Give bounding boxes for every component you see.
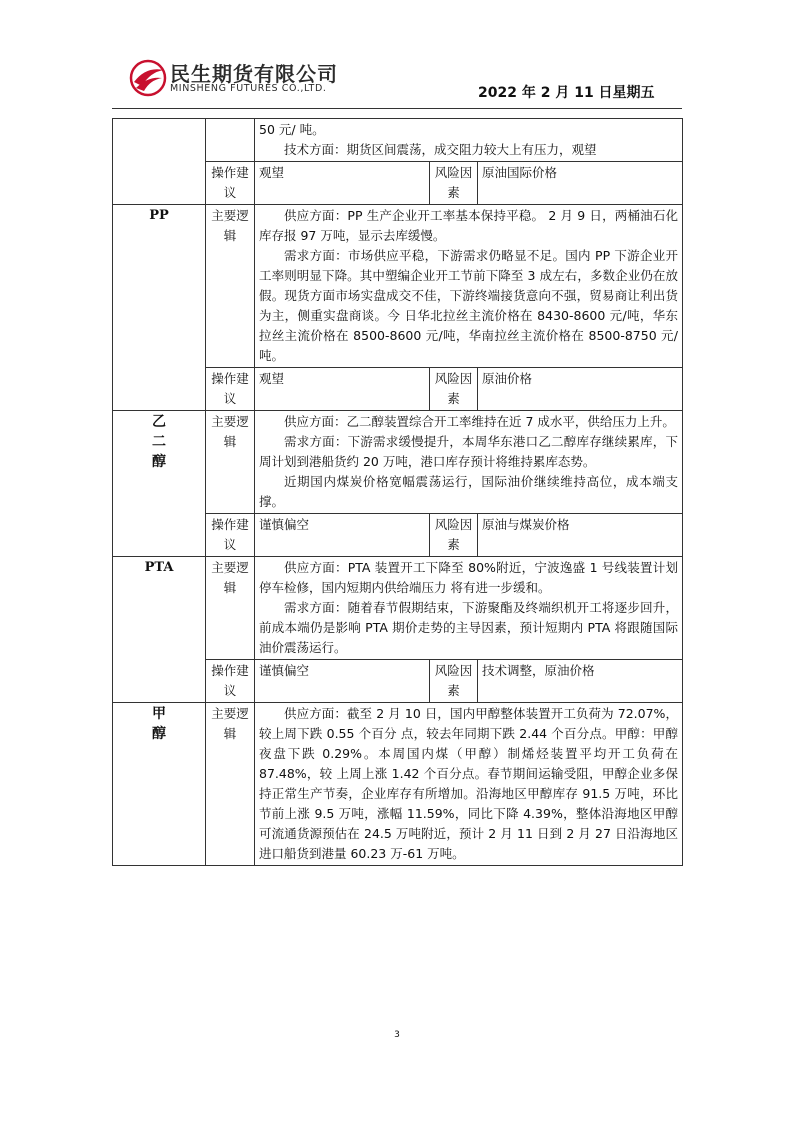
commodity-analysis-table	[112, 118, 683, 866]
logic-paragraph: 供应方面：PP 生产企业开工率基本保持平稳。 2 月 9 日，两桶油石化库存报 97 万吨，显示去库缓慢。	[259, 208, 679, 243]
risk-value: 原油价格	[478, 368, 683, 411]
operation-label: 操作建议	[206, 660, 255, 703]
table-row	[113, 703, 683, 866]
logic-text-cell	[255, 703, 683, 866]
logic-paragraph: 技术方面：期货区间震荡，成交阻力较大上有压力，观望	[284, 142, 597, 157]
main-logic-label: 主要逻辑	[206, 411, 255, 514]
logic-paragraph: 50 元/ 吨。	[259, 122, 325, 137]
main-logic-label: 主要逻辑	[206, 557, 255, 660]
logic-text-cell	[255, 119, 683, 162]
report-date: 2022 年 2 月 11 日星期五	[478, 85, 655, 101]
company-logo	[128, 58, 368, 102]
operation-label: 操作建议	[206, 514, 255, 557]
header-divider	[112, 108, 682, 109]
category-pta: PTA	[113, 557, 206, 703]
page-number: 3	[394, 1030, 400, 1040]
logo-en-text: MINSHENG FUTURES CO.,LTD.	[170, 83, 327, 94]
operation-label: 操作建议	[206, 162, 255, 205]
table-row	[113, 411, 683, 514]
logic-paragraph: 供应方面：截至 2 月 10 日，国内甲醇整体装置开工负荷为 72.07%，较上周下跌 0.55 个百分 点，较去年同期下跌 2.44 个百分点。甲醇：甲醇夜盘下跌 0.29%。本周国内煤（甲醇）制烯烃装置平均开工负荷在 87.48%，较 上周上涨 1.42 个百分点。春节期间运输受阻，甲醇企业多保持正常生产节奏，企业库存有所增加。沿海地区甲醇库存 91.5 万吨，环比节前上涨 9.5 万吨，涨幅 11.59%，同比下降 4.39%，整体沿海地区甲醇可流通货源预估在 24.5 万吨附近，预计 2 月 11 日到 2 月 27 日沿海地区进口船货到港量 60.23 万-61 万吨。	[259, 706, 679, 861]
operation-value: 谨慎偏空	[255, 660, 430, 703]
operation-value: 谨慎偏空	[255, 514, 430, 557]
logic-text-cell	[255, 411, 683, 514]
risk-value: 原油与煤炭价格	[478, 514, 683, 557]
operation-value: 观望	[255, 368, 430, 411]
logic-text-cell	[255, 205, 683, 368]
table-row	[113, 119, 683, 162]
category-eg	[113, 411, 206, 557]
category-cell	[113, 119, 206, 205]
operation-value: 观望	[255, 162, 430, 205]
logic-paragraph: 需求方面：市场供应平稳，下游需求仍略显不足。国内 PP 下游企业开工率则明显下降。其中塑编企业开工节前下降至 3 成左右，多数企业仍在放假。现货方面市场实盘成交不佳，下游终端接货意向不强，贸易商让利出货为主，侧重实盘商谈。今 日华北拉丝主流价格在 8430-8600 元/吨，华东拉丝主流价格在 8500-8600 元/吨，华南拉丝主流价格在 8500-8750 元/吨。	[259, 248, 679, 363]
risk-label: 风险因素	[430, 368, 478, 411]
minsheng-logo-icon	[128, 58, 168, 98]
category-name: 甲醇	[152, 706, 166, 742]
risk-label: 风险因素	[430, 514, 478, 557]
label-cell	[206, 119, 255, 162]
logic-paragraph: 需求方面：下游需求缓慢提升，本周华东港口乙二醇库存继续累库，下周计划到港船货约 20 万吨，港口库存预计将维持累库态势。	[259, 434, 679, 469]
logic-paragraph: 供应方面：乙二醇装置综合开工率维持在近 7 成水平，供给压力上升。	[284, 414, 675, 429]
table-row	[113, 205, 683, 368]
operation-label: 操作建议	[206, 368, 255, 411]
risk-value: 原油国际价格	[478, 162, 683, 205]
risk-label: 风险因素	[430, 162, 478, 205]
table-row	[113, 557, 683, 660]
logic-paragraph: 近期国内煤炭价格宽幅震荡运行，国际油价继续维持高位，成本端支撑。	[259, 474, 679, 509]
risk-value: 技术调整，原油价格	[478, 660, 683, 703]
logic-text-cell	[255, 557, 683, 660]
risk-label: 风险因素	[430, 660, 478, 703]
main-logic-label: 主要逻辑	[206, 703, 255, 866]
main-logic-label: 主要逻辑	[206, 205, 255, 368]
category-meoh	[113, 703, 206, 866]
logo-cn-text: 民生期货有限公司	[170, 62, 338, 86]
category-pp: PP	[113, 205, 206, 411]
logic-paragraph: 需求方面：随着春节假期结束，下游聚酯及终端织机开工将逐步回升，前成本端仍是影响 PTA 期价走势的主导因素，预计短期内 PTA 将跟随国际油价震荡运行。	[259, 600, 679, 655]
logic-paragraph: 供应方面：PTA 装置开工下降至 80%附近，宁波逸盛 1 号线装置计划停车检修，国内短期内供给端压力 将有进一步缓和。	[259, 560, 679, 595]
category-name: 乙二醇	[152, 414, 166, 470]
